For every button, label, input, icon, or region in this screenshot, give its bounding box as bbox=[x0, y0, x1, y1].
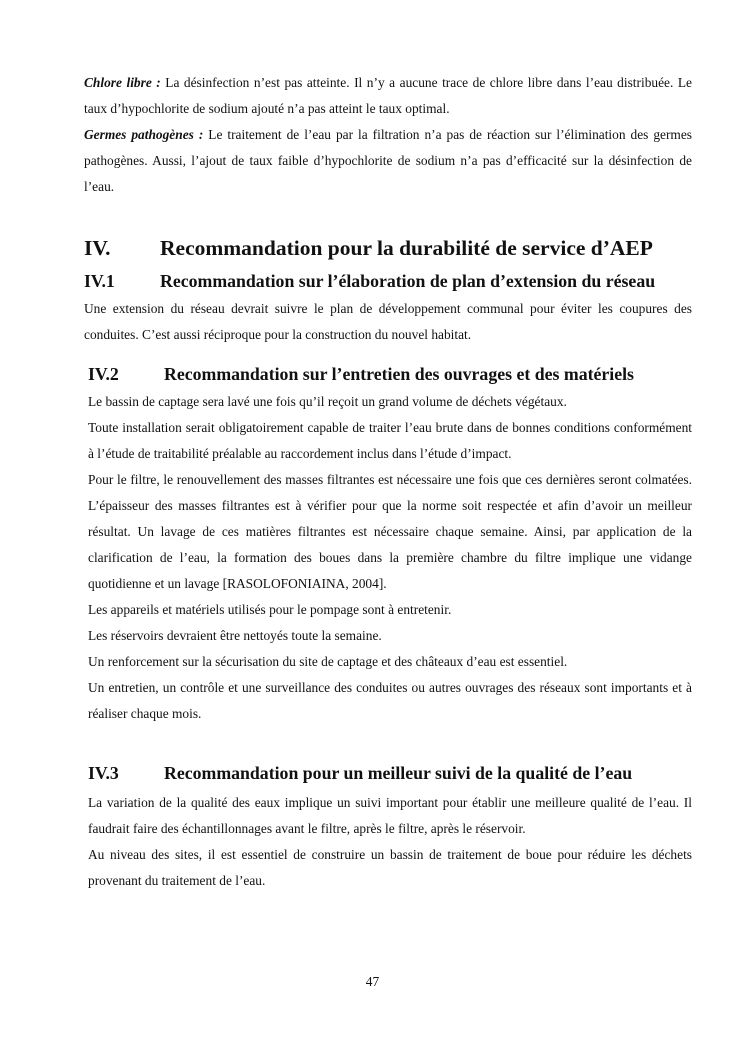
paragraph: Au niveau des sites, il est essentiel de construire un bassin de traitement de boue pour réduire les déchets provenant du traitement de l’eau. bbox=[88, 847, 692, 888]
paragraph: Pour le filtre, le renouvellement des masses filtrantes est nécessaire une fois que ces dernières seront colmatées. L’épaisseur des masses filtrantes est à vérifier pour que la norme soit respectée et afin d’avoir un meilleur résultat. Un lavage de ces matières filtrantes est nécessaire chaque semaine. Ainsi, par application de la clarification de l’eau, la formation des boues dans la première chambre du filtre implique une vidange quotidienne et un lavage [RASOLOFONIAINA, 2004]. bbox=[88, 472, 692, 591]
section-number-iv2: IV.2 bbox=[88, 364, 119, 384]
section-title-iv2: Recommandation sur l’entretien des ouvrages et des matériels bbox=[164, 364, 634, 384]
section-number-iv1: IV.1 bbox=[84, 271, 115, 291]
paragraph-germes-pathogenes bbox=[84, 122, 692, 200]
term-chlore-libre: Chlore libre : bbox=[84, 75, 161, 90]
paragraph: Toute installation serait obligatoirement capable de traiter l’eau brute dans de bonnes conditions conformément à l’étude de traitabilité préalable au raccordement inclus dans l’étude d’impact. bbox=[88, 420, 692, 461]
paragraph: Une extension du réseau devrait suivre le plan de développement communal pour éviter les coupures des conduites. C’est aussi réciproque pour la construction du nouvel habitat. bbox=[84, 301, 692, 342]
document-page bbox=[84, 70, 692, 894]
paragraph: Le bassin de captage sera lavé une fois qu’il reçoit un grand volume de déchets végétaux. bbox=[88, 394, 567, 409]
section-number-iv: IV. bbox=[84, 236, 111, 260]
paragraph-chlore-libre bbox=[84, 70, 692, 122]
text-chlore-libre: La désinfection n’est pas atteinte. Il n’y a aucune trace de chlore libre dans l’eau distribuée. Le taux d’hypochlorite de sodium ajouté n’a pas atteint le taux optimal. bbox=[84, 75, 692, 116]
section-heading-iv bbox=[84, 235, 692, 261]
paragraph: Un renforcement sur la sécurisation du site de captage et des châteaux d’eau est essentiel. bbox=[88, 654, 568, 669]
section-title-iv: Recommandation pour la durabilité de service d’AEP bbox=[160, 236, 653, 260]
section-heading-iv2 bbox=[84, 362, 692, 387]
page-number: 47 bbox=[365, 974, 380, 989]
section-title-iv3: Recommandation pour un meilleur suivi de la qualité de l’eau bbox=[164, 763, 633, 783]
paragraph: Un entretien, un contrôle et une surveillance des conduites ou autres ouvrages des réseaux sont importants et à réaliser chaque mois. bbox=[88, 680, 692, 721]
paragraph: Les appareils et matériels utilisés pour le pompage sont à entretenir. bbox=[88, 602, 452, 617]
section-heading-iv3 bbox=[84, 761, 692, 786]
section-title-iv1: Recommandation sur l’élaboration de plan d’extension du réseau bbox=[160, 271, 656, 291]
text-germes-pathogenes: Le traitement de l’eau par la filtration n’a pas de réaction sur l’élimination des germes pathogènes. Aussi, l’ajout de taux faible d’hypochlorite de sodium n’a pas d’efficacité sur la désinfection de l’eau. bbox=[84, 127, 692, 194]
paragraph: Les réservoirs devraient être nettoyés toute la semaine. bbox=[88, 628, 382, 643]
paragraph: La variation de la qualité des eaux implique un suivi important pour établir une meilleure qualité de l’eau. Il faudrait faire des échantillonnages avant le filtre, après le filtre, après le réservoir. bbox=[88, 795, 692, 836]
section-heading-iv1 bbox=[84, 269, 692, 294]
term-germes-pathogenes: Germes pathogènes : bbox=[84, 127, 204, 142]
section-number-iv3: IV.3 bbox=[88, 763, 119, 783]
